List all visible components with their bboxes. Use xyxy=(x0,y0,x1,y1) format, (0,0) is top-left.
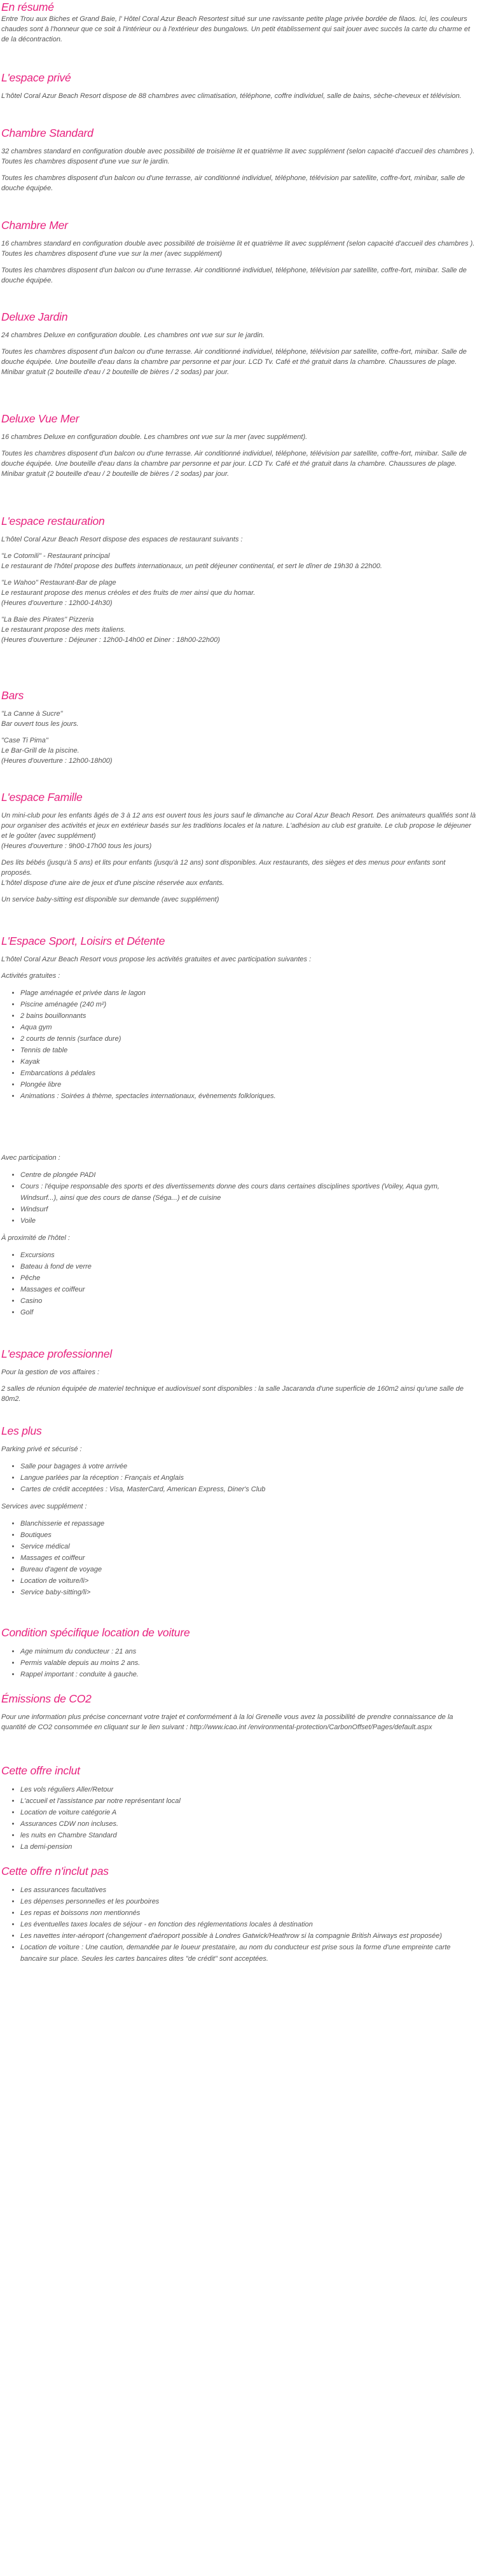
deluxe-vue-mer-p2: Toutes les chambres disposent d'un balcon ou d'une terrasse. Air conditionné individuel, téléphone, télévision par satellite, coffre-fort, minibar. Salle de douche équipée. Une bouteille d'eau dans la chambre par personne et par jour. LCD Tv. Café et thé gratuit dans la chambre. Chaussures de plage. Minibar gratuit (2 bouteille d'eau / 2 bouteille de bières / 2 sodas) par jour. xyxy=(1,450,467,478)
list-item: • Assurances CDW non incluses. xyxy=(20,1818,477,1830)
section-plus xyxy=(1,1424,477,1598)
list-item: • Tennis de table xyxy=(20,1045,477,1056)
bar-description: Le Bar-Grill de la piscine. xyxy=(1,747,79,755)
pro-text: 2 salles de réunion équipée de materiel technique et audiovisuel sont disponibles : la salle Jacaranda d'une superficie de 160m2 ainsi qu'une salle de 80m2. xyxy=(1,1385,464,1403)
inclus-heading: Cette offre inclut xyxy=(1,1764,80,1777)
list-item: • Pêche xyxy=(20,1272,477,1284)
pro-heading: L'espace professionnel xyxy=(1,1347,113,1360)
plus-services-label: Services avec supplément : xyxy=(1,1503,87,1510)
section-sport xyxy=(1,934,477,1102)
section-espace-prive xyxy=(1,71,477,101)
list-item: • Massages et coiffeur xyxy=(20,1552,477,1564)
list-item: • Cours : l'équipe responsable des sports et des divertissements donne des cours dans certaines disciplines sportives (Voiley, Aqua gym, Windsurf...), ainsi que des cours de danse (Séga...) et de cuisine xyxy=(20,1181,477,1204)
chambre-standard-p1: 32 chambres standard en configuration double avec possibilité de troisième lit et quatrième lit avec supplément (selon capacité d'accueil des chambres ). Toutes les chambres disposent d'une vue sur le jardin. xyxy=(1,148,475,165)
plus-heading: Les plus xyxy=(1,1424,42,1437)
sport-paid-label: Avec participation : xyxy=(1,1154,60,1162)
section-co2 xyxy=(1,1692,477,1732)
bar-description: Bar ouvert tous les jours. xyxy=(1,720,79,728)
chambre-standard-heading: Chambre Standard xyxy=(1,127,93,139)
bar-hours: (Heures d'ouverture : 12h00-18h00) xyxy=(1,757,113,765)
sport-free-label: Activités gratuites : xyxy=(1,972,60,980)
co2-heading: Émissions de CO2 xyxy=(1,1692,92,1705)
section-deluxe-jardin xyxy=(1,310,477,377)
bars-heading: Bars xyxy=(1,689,24,702)
list-item: • Plage aménagée et privée dans le lagon xyxy=(20,987,477,999)
section-inclus xyxy=(1,1764,477,1853)
list-item: • 2 bains bouillonnants xyxy=(20,1010,477,1022)
section-chambre-standard xyxy=(1,126,477,193)
sport-near-list xyxy=(1,1250,477,1318)
list-item: • Permis valable depuis au moins 2 ans. xyxy=(20,1657,477,1669)
famille-p1: Un mini-club pour les enfants âgés de 3 à 12 ans est ouvert tous les jours sauf le dimanche au Coral Azur Beach Resort. Des animateurs qualifiés sont là pour organiser des activités et jeux en extérieur basés sur les traditions locales et la nature. L'adhésion au club est gratuite. Le club propose le déjeuner et le goûter (avec supplément) xyxy=(1,812,476,840)
bar-name: "Case Ti Pima" xyxy=(1,737,48,744)
list-item: • Voile xyxy=(20,1215,477,1227)
list-item: • Boutiques xyxy=(20,1529,477,1541)
plus-parking-list xyxy=(1,1461,477,1495)
list-item: • Aqua gym xyxy=(20,1022,477,1033)
sport-near-label: À proximité de l'hôtel : xyxy=(1,1234,70,1242)
espace-prive-text: L'hôtel Coral Azur Beach Resort dispose de 88 chambres avec climatisation, téléphone, coffre individuel, salle de bains, sèche-cheveux et télévision. xyxy=(1,92,462,100)
list-item: • Location de voiture : Une caution, demandée par le loueur prestataire, au nom du conducteur est prise sous la forme d'une empreinte carte bancaire sur place. Seules les cartes bancaires dites "de crédit" sont acceptées. xyxy=(20,1942,477,1965)
list-item: • Centre de plongée PADI xyxy=(20,1169,477,1181)
list-item: • 2 courts de tennis (surface dure) xyxy=(20,1033,477,1045)
section-deluxe-vue-mer xyxy=(1,412,477,479)
sport-paid-list xyxy=(1,1169,477,1227)
section-voiture xyxy=(1,1626,477,1680)
list-item: • Les vols réguliers Aller/Retour xyxy=(20,1784,477,1795)
plus-parking-label: Parking privé et sécurisé : xyxy=(1,1445,82,1453)
voiture-heading: Condition spécifique location de voiture xyxy=(1,1626,190,1639)
famille-p2b: L'hôtel dispose d'une aire de jeux et d'une piscine réservée aux enfants. xyxy=(1,879,224,887)
restaurant-hours: (Heures d'ouverture : 12h00-14h30) xyxy=(1,599,113,607)
list-item: • Les dépenses personnelles et les pourboires xyxy=(20,1896,477,1907)
section-bars xyxy=(1,688,477,766)
sport-intro: L'hôtel Coral Azur Beach Resort vous propose les activités gratuites et avec participation suivantes : xyxy=(1,956,312,963)
plus-services-list xyxy=(1,1518,477,1598)
famille-heading: L'espace Famille xyxy=(1,791,83,804)
non-inclus-list xyxy=(1,1884,477,1965)
co2-text: Pour une information plus précise concernant votre trajet et conformément à la loi Grenelle vous avez la possibilité de prendre connaissance de la quantité de CO2 consommée en cliquant sur le lien suivant : http://www.icao.int /environmental-protection/CarbonOffset/Pages/default.aspx xyxy=(1,1713,453,1731)
bar-name: "La Canne à Sucre" xyxy=(1,710,63,718)
list-item: • Salle pour bagages à votre arrivée xyxy=(20,1461,477,1472)
list-item: • Service médical xyxy=(20,1541,477,1552)
restaurant-name: "La Baie des Pirates" Pizzeria xyxy=(1,616,94,623)
list-item: • Embarcations à pédales xyxy=(20,1068,477,1079)
intro-heading: En résumé xyxy=(1,1,54,13)
famille-p3: Un service baby-sitting est disponible sur demande (avec supplément) xyxy=(1,896,219,903)
list-item: • Plongée libre xyxy=(20,1079,477,1090)
list-item: • Excursions xyxy=(20,1250,477,1261)
list-item: • La demi-pension xyxy=(20,1841,477,1853)
restauration-heading: L'espace restauration xyxy=(1,515,105,527)
chambre-standard-p2: Toutes les chambres disposent d'un balcon ou d'une terrasse, air conditionné individuel, téléphone, télévision par satellite, coffre-fort, minibar, salle de douche équipée. xyxy=(1,174,465,192)
list-item: • Casino xyxy=(20,1295,477,1307)
list-item: • Windsurf xyxy=(20,1204,477,1215)
restaurant-hours: (Heures d'ouverture : Déjeuner : 12h00-14h00 et Diner : 18h00-22h00) xyxy=(1,636,220,644)
chambre-mer-p1: 16 chambres standard en configuration double avec possibilité de troisième lit et quatrième lit avec supplément (selon capacité d'accueil des chambres ). Toutes les chambres disposent d'une vue sur la mer (avec supplément) xyxy=(1,240,475,258)
restauration-intro: L'hôtel Coral Azur Beach Resort dispose des espaces de restaurant suivants : xyxy=(1,536,243,543)
list-item: • Piscine aménagée (240 m²) xyxy=(20,999,477,1010)
inclus-list xyxy=(1,1784,477,1853)
restaurant-name: "Le Wahoo" Restaurant-Bar de plage xyxy=(1,579,116,587)
list-item: • Les assurances facultatives xyxy=(20,1884,477,1896)
restaurant-description: Le restaurant de l'hôtel propose des buffets internationaux, un petit déjeuner continental, et sert le dîner de 19h30 à 22h00. xyxy=(1,562,382,570)
deluxe-vue-mer-p1: 16 chambres Deluxe en configuration double. Les chambres ont vue sur la mer (avec supplément). xyxy=(1,433,308,441)
list-item: • Kayak xyxy=(20,1056,477,1068)
famille-p2: Des lits bébés (jusqu'à 5 ans) et lits pour enfants (jusqu'à 12 ans) sont disponibles. Aux restaurants, des sièges et des menus pour enfants sont proposés. xyxy=(1,859,446,877)
chambre-mer-p2: Toutes les chambres disposent d'un balcon ou d'une terrasse. Air conditionné individuel, téléphone, télévision par satellite, coffre-fort, minibar. Salle de douche équipée. xyxy=(1,267,467,284)
non-inclus-heading: Cette offre n'inclut pas xyxy=(1,1865,109,1877)
section-non-inclus xyxy=(1,1864,477,1965)
voiture-list xyxy=(1,1646,477,1680)
list-item: • Blanchisserie et repassage xyxy=(20,1518,477,1529)
famille-hours: (Heures d'ouverture : 9h00-17h00 tous les jours) xyxy=(1,842,152,850)
section-chambre-mer xyxy=(1,218,477,286)
section-restauration xyxy=(1,514,477,645)
sport-heading: L'Espace Sport, Loisirs et Détente xyxy=(1,935,165,947)
list-item: • les nuits en Chambre Standard xyxy=(20,1830,477,1841)
list-item: • Location de voiture/li> xyxy=(20,1575,477,1587)
deluxe-vue-mer-heading: Deluxe Vue Mer xyxy=(1,412,79,425)
sport-free-list xyxy=(1,987,477,1102)
section-famille xyxy=(1,790,477,905)
section-pro xyxy=(1,1347,477,1404)
intro-text: Entre Trou aux Biches et Grand Baie, l' Hôtel Coral Azur Beach Resortest situé sur une ravissante petite plage privée bordée de filaos. Ici, les couleurs chaudes sont à l'honneur que ce soit à l'intérieur ou à l'extérieur des bungalows. Un petit établissement qui sait jouer avec succès la carte du charme et de la décontraction. xyxy=(1,15,470,43)
list-item: • L'accueil et l'assistance par notre représentant local xyxy=(20,1795,477,1807)
deluxe-jardin-p2: Toutes les chambres disposent d'un balcon ou d'une terrasse. Air conditionné individuel, téléphone, télévision par satellite, coffre-fort, minibar. Salle de douche équipée. Une bouteille d'eau dans la chambre par personne et par jour. LCD Tv. Café et thé gratuit dans la chambre. Chaussures de plage. Minibar gratuit (2 bouteille d'eau / 2 bouteille de bières / 2 sodas) par jour. xyxy=(1,348,467,376)
list-item: • Langue parlées par la réception : Français et Anglais xyxy=(20,1472,477,1484)
restaurant-description: Le restaurant propose des mets italiens. xyxy=(1,626,126,634)
list-item: • Rappel important : conduite à gauche. xyxy=(20,1669,477,1680)
list-item: • Cartes de crédit acceptées : Visa, MasterCard, American Express, Diner's Club xyxy=(20,1484,477,1495)
espace-prive-heading: L'espace privé xyxy=(1,71,71,84)
list-item: • Les repas et boissons non mentionnés xyxy=(20,1907,477,1919)
list-item: • Bateau à fond de verre xyxy=(20,1261,477,1272)
list-item: • Location de voiture catégorie A xyxy=(20,1807,477,1818)
list-item: • Bureau d'agent de voyage xyxy=(20,1564,477,1575)
list-item: • Massages et coiffeur xyxy=(20,1284,477,1295)
list-item: • Age minimum du conducteur : 21 ans xyxy=(20,1646,477,1657)
list-item: • Golf xyxy=(20,1307,477,1318)
list-item: • Les éventuelles taxes locales de séjour - en fonction des réglementations locales à destination xyxy=(20,1919,477,1930)
list-item: • Animations : Soirées à thème, spectacles internationaux, évènements folkloriques. xyxy=(20,1090,477,1102)
section-intro xyxy=(1,0,477,45)
restaurant-name: "Le Cotomili" - Restaurant principal xyxy=(1,552,110,560)
section-sport-paid xyxy=(1,1153,477,1318)
chambre-mer-heading: Chambre Mer xyxy=(1,219,68,232)
deluxe-jardin-heading: Deluxe Jardin xyxy=(1,310,68,323)
list-item: • Service baby-sitting/li> xyxy=(20,1587,477,1598)
restaurant-description: Le restaurant propose des menus créoles et des fruits de mer ainsi que du homar. xyxy=(1,589,256,597)
deluxe-jardin-p1: 24 chambres Deluxe en configuration double. Les chambres ont vue sur sur le jardin. xyxy=(1,331,265,339)
list-item: • Les navettes inter-aéroport (changement d'aéroport possible à Londres Gatwick/Heathrow si la compagnie British Airways est proposée) xyxy=(20,1930,477,1942)
pro-intro: Pour la gestion de vos affaires : xyxy=(1,1368,100,1376)
